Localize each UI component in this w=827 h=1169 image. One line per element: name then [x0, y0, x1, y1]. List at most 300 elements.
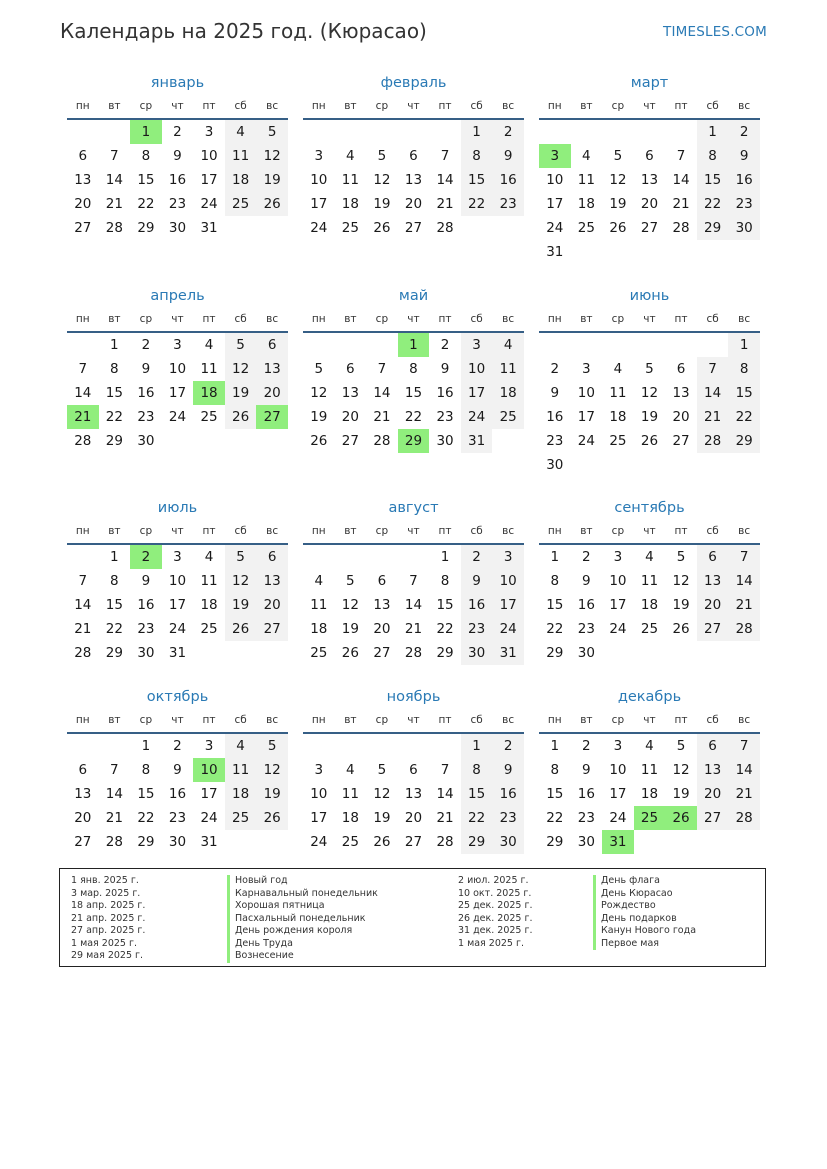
holiday-day-cell: 31 [602, 830, 634, 854]
day-cell: 8 [141, 762, 151, 778]
day-cell: 10 [168, 573, 187, 589]
day-cell: 22 [404, 409, 423, 425]
day-cell: 25 [492, 405, 524, 429]
weekday-label: пт [674, 100, 688, 112]
day-cell: 22 [461, 192, 493, 216]
weekday-label: сб [234, 313, 247, 325]
day-cell: 25 [341, 834, 359, 850]
legend-date: 27 апр. 2025 г. [71, 925, 146, 936]
day-cell: 26 [640, 433, 659, 449]
legend-date: 31 дек. 2025 г. [458, 925, 533, 936]
day-cell: 21 [697, 405, 729, 429]
day-cell: 10 [168, 361, 187, 377]
legend-date: 26 дек. 2025 г. [458, 912, 533, 924]
legend-holiday-name: Хорошая пятница [227, 900, 378, 913]
day-cell: 29 [546, 834, 564, 850]
day-cell: 26 [373, 834, 391, 850]
legend-right-dates [458, 875, 533, 950]
day-cell: 8 [550, 762, 560, 778]
empty-cell [697, 333, 729, 357]
weekday-label: вт [580, 313, 593, 325]
day-cell: 14 [74, 597, 92, 613]
weekday-label: ср [611, 100, 625, 112]
day-cell: 25 [225, 192, 257, 216]
legend-right-names [593, 875, 696, 950]
day-cell: 12 [225, 357, 257, 381]
day-cell: 22 [546, 810, 564, 826]
weekday-label: вт [580, 714, 593, 726]
weekday-label: вс [266, 313, 279, 325]
weekday-label: вт [344, 525, 357, 537]
weekday-label: ср [375, 313, 389, 325]
month-block [67, 495, 288, 665]
day-cell: 6 [78, 762, 88, 778]
day-cell: 1 [550, 549, 560, 565]
day-cell: 6 [409, 148, 418, 164]
weekday-label: чт [407, 525, 420, 537]
day-cell: 7 [110, 762, 119, 778]
weekday-label: вт [344, 313, 357, 325]
day-cell: 28 [436, 220, 454, 236]
month-block [539, 684, 760, 854]
day-cell: 20 [373, 621, 391, 637]
day-cell: 15 [546, 597, 564, 613]
day-cell: 15 [105, 385, 123, 401]
empty-cell [634, 333, 666, 357]
day-cell: 17 [577, 409, 595, 425]
day-cell: 5 [256, 120, 288, 144]
empty-cell [634, 120, 666, 144]
weekday-label: пт [202, 714, 216, 726]
day-cell: 17 [609, 786, 627, 802]
legend-holiday-name: Канун Нового года [593, 925, 696, 938]
day-cell: 5 [346, 573, 355, 589]
day-cell: 11 [609, 385, 627, 401]
day-cell: 29 [105, 433, 123, 449]
day-cell: 14 [697, 381, 729, 405]
empty-cell [571, 333, 603, 357]
day-cell: 3 [314, 148, 324, 164]
day-cell: 17 [461, 381, 493, 405]
holiday-day-cell: 1 [130, 120, 162, 144]
day-cell: 14 [436, 786, 454, 802]
day-cell: 2 [728, 120, 760, 144]
day-cell: 2 [141, 337, 151, 353]
weekday-label: пн [311, 714, 326, 726]
weekday-label: вс [738, 100, 751, 112]
empty-cell [303, 333, 335, 357]
day-cell: 16 [492, 782, 524, 806]
day-cell: 27 [74, 834, 92, 850]
day-cell: 28 [373, 433, 391, 449]
day-cell: 10 [310, 172, 328, 188]
day-cell: 10 [609, 762, 627, 778]
day-cell: 7 [728, 545, 760, 569]
day-cell: 27 [697, 806, 729, 830]
weekday-label: вс [502, 525, 515, 537]
day-cell: 29 [697, 216, 729, 240]
weekday-label: сб [706, 100, 719, 112]
weekday-label: пт [438, 525, 452, 537]
empty-cell [67, 120, 99, 144]
legend-date: 1 янв. 2025 г. [71, 875, 139, 886]
month-name: октябрь [146, 689, 209, 705]
weekday-header [539, 711, 760, 734]
days-grid [539, 734, 760, 854]
day-cell: 27 [697, 617, 729, 641]
weekday-header [539, 310, 760, 333]
legend-holiday-name: День подарков [593, 913, 696, 926]
day-cell: 24 [492, 617, 524, 641]
day-cell: 28 [404, 645, 423, 661]
weekday-label: пт [438, 100, 452, 112]
legend-date: 18 апр. 2025 г. [71, 900, 146, 911]
day-cell: 21 [728, 593, 760, 617]
day-cell: 25 [341, 220, 359, 236]
day-cell: 9 [492, 758, 524, 782]
holiday-day-cell: 25 [634, 806, 666, 830]
day-cell: 23 [492, 806, 524, 830]
day-cell: 14 [728, 569, 760, 593]
legend-holiday-name: Новый год [227, 875, 378, 888]
day-cell: 18 [225, 782, 257, 806]
day-cell: 28 [74, 645, 92, 661]
weekday-label: пт [202, 100, 216, 112]
day-cell: 4 [613, 361, 623, 377]
month-block [67, 684, 288, 854]
day-cell: 20 [256, 593, 288, 617]
day-cell: 15 [137, 786, 155, 802]
day-cell: 4 [204, 337, 214, 353]
days-grid [67, 545, 288, 665]
weekday-label: вт [580, 525, 593, 537]
day-cell: 29 [728, 429, 760, 453]
weekday-header [67, 522, 288, 545]
day-cell: 7 [676, 148, 686, 164]
days-grid [539, 333, 760, 477]
empty-cell [67, 734, 99, 758]
day-cell: 5 [225, 545, 257, 569]
day-cell: 29 [436, 645, 454, 661]
day-cell: 20 [404, 810, 423, 826]
days-grid [67, 734, 288, 854]
day-cell: 30 [137, 433, 155, 449]
day-cell: 1 [141, 738, 151, 754]
day-cell: 17 [310, 810, 328, 826]
weekday-label: вт [580, 100, 593, 112]
day-cell: 13 [256, 357, 288, 381]
day-cell: 11 [341, 786, 359, 802]
day-cell: 22 [697, 192, 729, 216]
day-cell: 5 [613, 148, 623, 164]
day-cell: 22 [105, 621, 123, 637]
holiday-day-cell: 27 [256, 405, 288, 429]
day-cell: 13 [697, 758, 729, 782]
holiday-day-cell: 29 [398, 429, 430, 453]
day-cell: 20 [404, 196, 423, 212]
day-cell: 8 [110, 361, 119, 377]
day-cell: 13 [697, 569, 729, 593]
day-cell: 19 [225, 381, 257, 405]
day-cell: 26 [310, 433, 328, 449]
day-cell: 4 [204, 549, 214, 565]
weekday-label: ср [375, 100, 389, 112]
day-cell: 25 [310, 645, 328, 661]
day-cell: 8 [550, 573, 560, 589]
day-cell: 23 [461, 617, 493, 641]
day-cell: 31 [492, 641, 524, 665]
day-cell: 17 [200, 172, 218, 188]
day-cell: 29 [137, 834, 155, 850]
day-cell: 14 [74, 385, 92, 401]
days-grid [303, 734, 524, 854]
empty-cell [665, 333, 697, 357]
month-block [539, 283, 760, 477]
month-name: февраль [380, 75, 447, 91]
day-cell: 25 [577, 220, 595, 236]
month-name: апрель [150, 288, 205, 304]
day-cell: 27 [404, 220, 423, 236]
day-cell: 14 [672, 172, 690, 188]
day-cell: 20 [640, 196, 659, 212]
empty-cell [303, 734, 335, 758]
day-cell: 1 [110, 337, 119, 353]
day-cell: 21 [373, 409, 391, 425]
day-cell: 16 [168, 786, 187, 802]
day-cell: 25 [640, 621, 659, 637]
day-cell: 9 [440, 361, 450, 377]
day-cell: 8 [697, 144, 729, 168]
weekday-label: вт [108, 313, 121, 325]
weekday-label: пн [75, 100, 90, 112]
day-cell: 1 [461, 120, 493, 144]
day-cell: 26 [672, 621, 690, 637]
day-cell: 23 [137, 409, 155, 425]
day-cell: 22 [436, 621, 454, 637]
holiday-legend [59, 868, 766, 967]
day-cell: 29 [105, 645, 123, 661]
day-cell: 5 [225, 333, 257, 357]
month-name: ноябрь [386, 689, 441, 705]
day-cell: 1 [440, 549, 450, 565]
day-cell: 1 [728, 333, 760, 357]
empty-cell [366, 734, 398, 758]
day-cell: 15 [461, 782, 493, 806]
month-block [303, 684, 524, 854]
day-cell: 20 [672, 409, 690, 425]
day-cell: 7 [78, 573, 88, 589]
day-cell: 2 [492, 734, 524, 758]
day-cell: 11 [200, 361, 218, 377]
day-cell: 28 [436, 834, 454, 850]
weekday-label: ср [375, 525, 389, 537]
day-cell: 13 [74, 786, 92, 802]
day-cell: 28 [105, 834, 123, 850]
month-block [303, 70, 524, 240]
empty-cell [67, 545, 99, 569]
day-cell: 4 [492, 333, 524, 357]
weekday-label: пт [674, 313, 688, 325]
day-cell: 29 [137, 220, 155, 236]
day-cell: 12 [310, 385, 328, 401]
day-cell: 7 [440, 762, 450, 778]
day-cell: 23 [577, 621, 595, 637]
day-cell: 7 [377, 361, 387, 377]
day-cell: 5 [676, 738, 686, 754]
legend-holiday-name: Рождество [593, 900, 696, 913]
legend-date: 10 окт. 2025 г. [458, 887, 532, 899]
day-cell: 7 [78, 361, 88, 377]
day-cell: 16 [461, 593, 493, 617]
day-cell: 9 [173, 762, 182, 778]
day-cell: 28 [105, 220, 123, 236]
weekday-label: вс [502, 714, 515, 726]
day-cell: 30 [436, 433, 454, 449]
legend-date: 25 дек. 2025 г. [458, 900, 533, 911]
day-cell: 16 [137, 385, 155, 401]
day-cell: 9 [492, 144, 524, 168]
day-cell: 20 [256, 381, 288, 405]
day-cell: 20 [74, 196, 92, 212]
day-cell: 31 [200, 220, 218, 236]
day-cell: 24 [168, 409, 187, 425]
weekday-label: пт [438, 313, 452, 325]
day-cell: 27 [256, 617, 288, 641]
day-cell: 18 [341, 810, 359, 826]
day-cell: 10 [577, 385, 595, 401]
day-cell: 17 [200, 786, 218, 802]
month-name: декабрь [617, 689, 682, 705]
day-cell: 18 [341, 196, 359, 212]
day-cell: 18 [577, 196, 595, 212]
day-cell: 23 [492, 192, 524, 216]
day-cell: 29 [461, 830, 493, 854]
empty-cell [335, 734, 367, 758]
day-cell: 19 [672, 597, 690, 613]
holiday-day-cell: 2 [130, 545, 162, 569]
day-cell: 21 [436, 196, 454, 212]
weekday-label: вс [266, 100, 279, 112]
day-cell: 18 [609, 409, 627, 425]
day-cell: 8 [110, 573, 119, 589]
empty-cell [539, 333, 571, 357]
brand-link[interactable]: TIMESLES.COM [663, 24, 767, 40]
weekday-label: пн [547, 525, 562, 537]
weekday-label: вс [502, 313, 515, 325]
day-cell: 26 [373, 220, 391, 236]
day-cell: 28 [728, 617, 760, 641]
weekday-header [539, 522, 760, 545]
day-cell: 11 [225, 144, 257, 168]
month-name: июль [157, 500, 198, 516]
day-cell: 30 [728, 216, 760, 240]
weekday-label: вт [108, 525, 121, 537]
day-cell: 23 [168, 196, 187, 212]
day-cell: 12 [672, 573, 690, 589]
month-name: август [388, 500, 439, 516]
day-cell: 17 [492, 593, 524, 617]
month-block [539, 495, 760, 665]
day-cell: 14 [105, 172, 123, 188]
day-cell: 20 [341, 409, 359, 425]
day-cell: 1 [110, 549, 119, 565]
weekday-label: чт [643, 313, 656, 325]
day-cell: 13 [256, 569, 288, 593]
day-cell: 14 [436, 172, 454, 188]
weekday-label: сб [706, 714, 719, 726]
days-grid [539, 120, 760, 264]
day-cell: 6 [78, 148, 88, 164]
day-cell: 6 [697, 545, 729, 569]
day-cell: 6 [377, 573, 387, 589]
day-cell: 30 [577, 645, 595, 661]
day-cell: 3 [173, 337, 182, 353]
day-cell: 3 [173, 549, 182, 565]
weekday-label: вт [344, 100, 357, 112]
day-cell: 19 [256, 782, 288, 806]
weekday-label: вс [266, 714, 279, 726]
weekday-label: сб [706, 525, 719, 537]
day-cell: 19 [256, 168, 288, 192]
day-cell: 8 [440, 573, 450, 589]
day-cell: 11 [341, 172, 359, 188]
weekday-label: чт [643, 100, 656, 112]
day-cell: 16 [492, 168, 524, 192]
day-cell: 8 [461, 758, 493, 782]
day-cell: 26 [225, 405, 257, 429]
day-cell: 7 [409, 573, 418, 589]
weekday-label: чт [171, 313, 184, 325]
day-cell: 24 [310, 220, 328, 236]
day-cell: 15 [404, 385, 423, 401]
day-cell: 17 [168, 385, 187, 401]
day-cell: 19 [341, 621, 359, 637]
day-cell: 7 [728, 734, 760, 758]
day-cell: 5 [676, 549, 686, 565]
day-cell: 18 [225, 168, 257, 192]
day-cell: 9 [141, 361, 151, 377]
day-cell: 12 [672, 762, 690, 778]
day-cell: 24 [461, 405, 493, 429]
legend-date: 2 июл. 2025 г. [458, 875, 529, 886]
weekday-label: ср [139, 313, 153, 325]
empty-cell [429, 734, 461, 758]
day-cell: 24 [310, 834, 328, 850]
day-cell: 22 [105, 409, 123, 425]
day-cell: 2 [492, 120, 524, 144]
empty-cell [67, 333, 99, 357]
day-cell: 2 [582, 549, 591, 565]
day-cell: 13 [672, 385, 690, 401]
empty-cell [366, 545, 398, 569]
day-cell: 20 [697, 782, 729, 806]
day-cell: 3 [204, 738, 214, 754]
day-cell: 7 [110, 148, 119, 164]
day-cell: 20 [74, 810, 92, 826]
empty-cell [303, 545, 335, 569]
legend-date: 1 мая 2025 г. [71, 937, 137, 949]
day-cell: 8 [141, 148, 151, 164]
day-cell: 13 [404, 786, 423, 802]
day-cell: 21 [74, 621, 92, 637]
day-cell: 15 [697, 168, 729, 192]
day-cell: 19 [672, 786, 690, 802]
day-cell: 26 [256, 192, 288, 216]
day-cell: 8 [461, 144, 493, 168]
month-block [67, 70, 288, 240]
day-cell: 2 [461, 545, 493, 569]
day-cell: 12 [609, 172, 627, 188]
